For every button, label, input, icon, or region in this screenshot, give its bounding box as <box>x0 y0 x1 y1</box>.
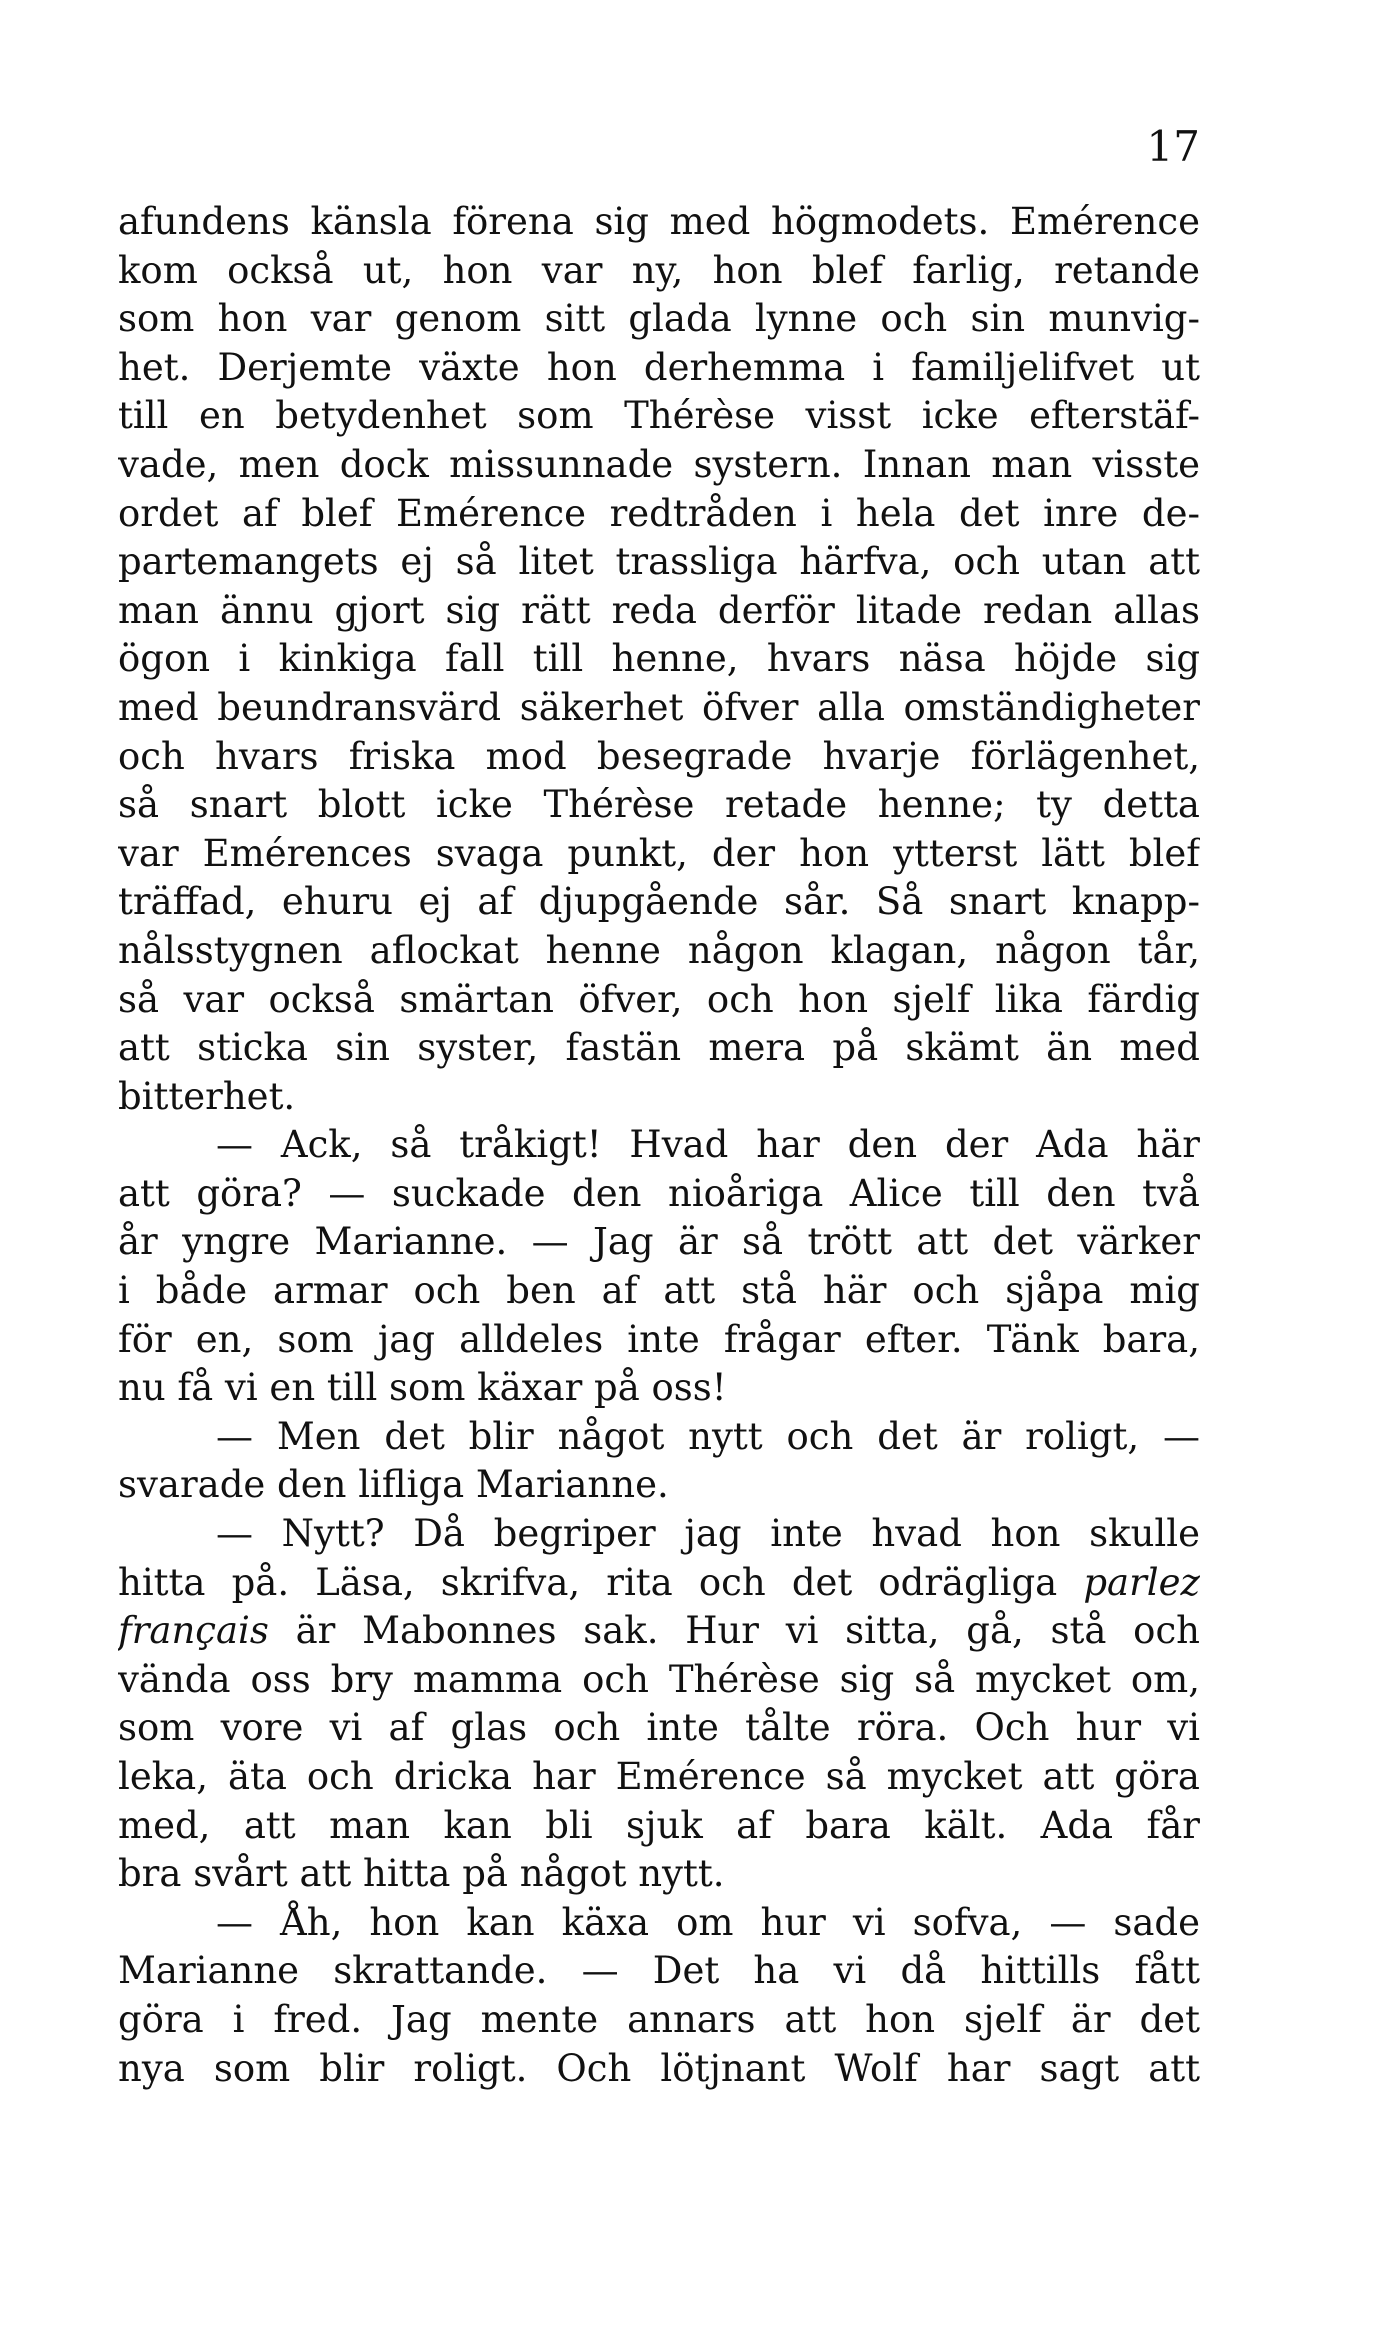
text-line: som hon var genom sitt glada lynne och sin munvig- <box>118 297 1200 341</box>
text-line: göra i fred. Jag mente annars att hon sjelf är det <box>118 1997 1200 2041</box>
text-line: med beundransvärd säkerhet öfver alla omständigheter <box>118 685 1200 729</box>
page-number: 17 <box>1146 122 1200 171</box>
text-line: Marianne skrattande. — Det ha vi då hittills fått <box>118 1949 1200 1993</box>
text-line <box>118 1607 1200 1656</box>
text-line: bitterhet. <box>118 1074 296 1118</box>
text-line: svarade den lifliga Marianne. <box>118 1463 669 1507</box>
text-line: het. Derjemte växte hon derhemma i familjelifvet ut <box>118 345 1200 389</box>
text-line: nya som blir roligt. Och lötjnant Wolf har sagt att <box>118 2046 1200 2090</box>
text-line: kom också ut, hon var ny, hon blef farlig, retande <box>118 248 1200 292</box>
text-line: i både armar och ben af att stå här och sjåpa mig <box>118 1269 1200 1313</box>
text-span: hitta på. Läsa, skrifva, rita och det odrägliga <box>118 1560 1058 1604</box>
text-span: är Mabonnes sak. Hur vi sitta, gå, stå och <box>295 1609 1200 1653</box>
text-line: nålsstygnen aflockat henne någon klagan, någon tår, <box>118 928 1200 972</box>
text-line: partemangets ej så litet trassliga härfva, och utan att <box>118 540 1200 584</box>
text-line: — Åh, hon kan käxa om hur vi sofva, — sade <box>216 1900 1200 1944</box>
text-line: nu få vi en till som käxar på oss! <box>118 1366 727 1410</box>
text-line: till en betydenhet som Thérèse visst icke efterstäf- <box>118 394 1200 438</box>
text-line: som vore vi af glas och inte tålte röra. Och hur vi <box>118 1706 1200 1750</box>
text-line: bra svårt att hitta på något nytt. <box>118 1852 725 1896</box>
text-line: år yngre Marianne. — Jag är så trött att det värker <box>118 1220 1200 1264</box>
text-line: — Ack, så tråkigt! Hvad har den der Ada här <box>216 1123 1200 1167</box>
text-line: man ännu gjort sig rätt reda derför litade redan allas <box>118 588 1200 632</box>
text-line: ögon i kinkiga fall till henne, hvars näsa höjde sig <box>118 637 1200 681</box>
text-line: vade, men dock missunnade systern. Innan man visste <box>118 442 1200 486</box>
text-line: — Nytt? Då begriper jag inte hvad hon skulle <box>216 1512 1200 1556</box>
text-line: var Emérences svaga punkt, der hon ytterst lätt blef <box>118 831 1200 875</box>
text-line: ordet af blef Emérence redtråden i hela det inre de- <box>118 491 1200 535</box>
text-line: — Men det blir något nytt och det är roligt, — <box>216 1414 1200 1458</box>
text-line: träffad, ehuru ej af djupgående sår. Så snart knapp- <box>118 880 1200 924</box>
text-line: så var också smärtan öfver, och hon sjelf lika färdig <box>118 977 1200 1021</box>
text-line <box>118 1559 1200 1608</box>
text-line: och hvars friska mod besegrade hvarje förlägenhet, <box>118 734 1200 778</box>
body-text <box>118 198 1200 2093</box>
text-line: vända oss bry mamma och Thérèse sig så mycket om, <box>118 1657 1200 1701</box>
italic-text: français <box>118 1609 269 1653</box>
text-line: att sticka sin syster, fastän mera på skämt än med <box>118 1026 1200 1070</box>
text-line: för en, som jag alldeles inte frågar efter. Tänk bara, <box>118 1317 1200 1361</box>
text-line: med, att man kan bli sjuk af bara kält. Ada får <box>118 1803 1200 1847</box>
text-line: att göra? — suckade den nioåriga Alice till den två <box>118 1171 1200 1215</box>
text-line: leka, äta och dricka har Emérence så mycket att göra <box>118 1755 1200 1798</box>
italic-text: parlez <box>1083 1560 1200 1604</box>
text-line: afundens känsla förena sig med högmodets. Emérence <box>118 200 1200 243</box>
text-line: så snart blott icke Thérèse retade henne; ty detta <box>118 783 1200 827</box>
